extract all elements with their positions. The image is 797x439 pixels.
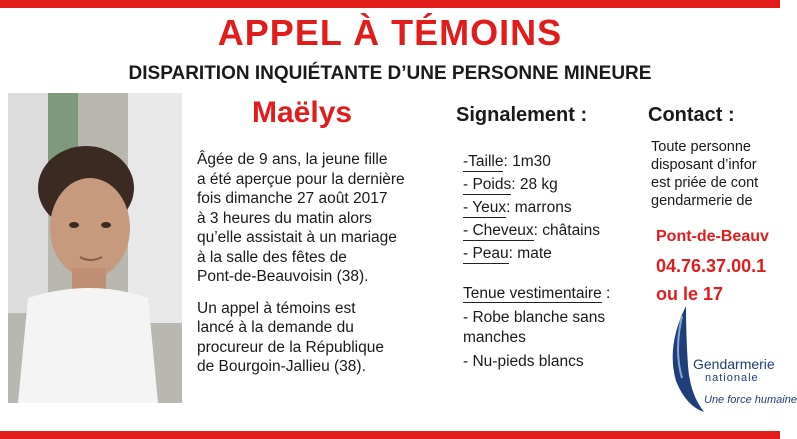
signalement-label: - Poids: [463, 176, 512, 193]
missing-person-photo: [8, 93, 182, 403]
clothing-item: - Nu-pieds blancs: [463, 353, 584, 370]
signalement-label: - Yeux: [463, 199, 507, 216]
description-paragraph-2: Un appel à témoins est lancé à la demande du procureur de la République de Bourgoin-Jallieu (38).: [197, 299, 384, 375]
signalement-heading: Signalement :: [456, 104, 588, 126]
poster-subtitle: DISPARITION INQUIÉTANTE D’UNE PERSONNE MINEURE: [128, 63, 652, 84]
contact-alt-number: ou le 17: [656, 284, 724, 304]
signalement-label: - Peau: [463, 245, 509, 262]
signalement-value: : 1m30: [503, 153, 551, 170]
logo-line-2: nationale: [705, 372, 759, 384]
photo-illustration: [8, 93, 182, 403]
poster-title: APPEL À TÉMOINS: [217, 12, 563, 53]
logo-line-1: Gendarmerie: [693, 356, 775, 372]
clothing-list: [463, 308, 653, 372]
logo-motto: Une force humaine: [704, 394, 797, 406]
signalement-item: [463, 196, 600, 219]
description-paragraph-1: Âgée de 9 ans, la jeune fille a été aperçue pour la dernière fois dimanche 27 août 2017 à 3 heures du matin alors qu’elle assistait à un mariage à la salle des fêtes de Pont-de-Beauvoisin (38).: [197, 151, 405, 285]
signalement-item: [463, 242, 600, 265]
signalement-value: : mate: [508, 245, 552, 262]
description-block: [197, 150, 447, 389]
contact-place: Pont-de-Beauv: [656, 228, 769, 245]
clothing-colon: :: [601, 285, 611, 302]
signalement-value: : châtains: [533, 222, 601, 239]
signalement-label: - Cheveux: [463, 222, 534, 239]
clothing-label: Tenue vestimentaire: [463, 285, 602, 302]
signalement-label: -Taille: [463, 153, 504, 170]
contact-heading: Contact :: [648, 104, 735, 126]
gendarmerie-logo: [664, 306, 797, 416]
clothing-block: [463, 284, 653, 376]
bottom-red-bar: [0, 431, 780, 439]
person-name: Maëlys: [252, 96, 353, 129]
contact-text: Toute personne disposant d’infor est priée de cont gendarmerie de: [651, 139, 759, 209]
signalement-value: : marrons: [506, 199, 572, 216]
clothing-item: - Robe blanche sans manches: [463, 309, 606, 346]
signalement-list: [463, 150, 600, 265]
signalement-value: : 28 kg: [511, 176, 558, 193]
contact-phone: 04.76.37.00.1: [656, 256, 767, 276]
signalement-item: [463, 150, 600, 173]
signalement-item: [463, 219, 600, 242]
signalement-item: [463, 173, 600, 196]
top-red-bar: [0, 0, 780, 8]
